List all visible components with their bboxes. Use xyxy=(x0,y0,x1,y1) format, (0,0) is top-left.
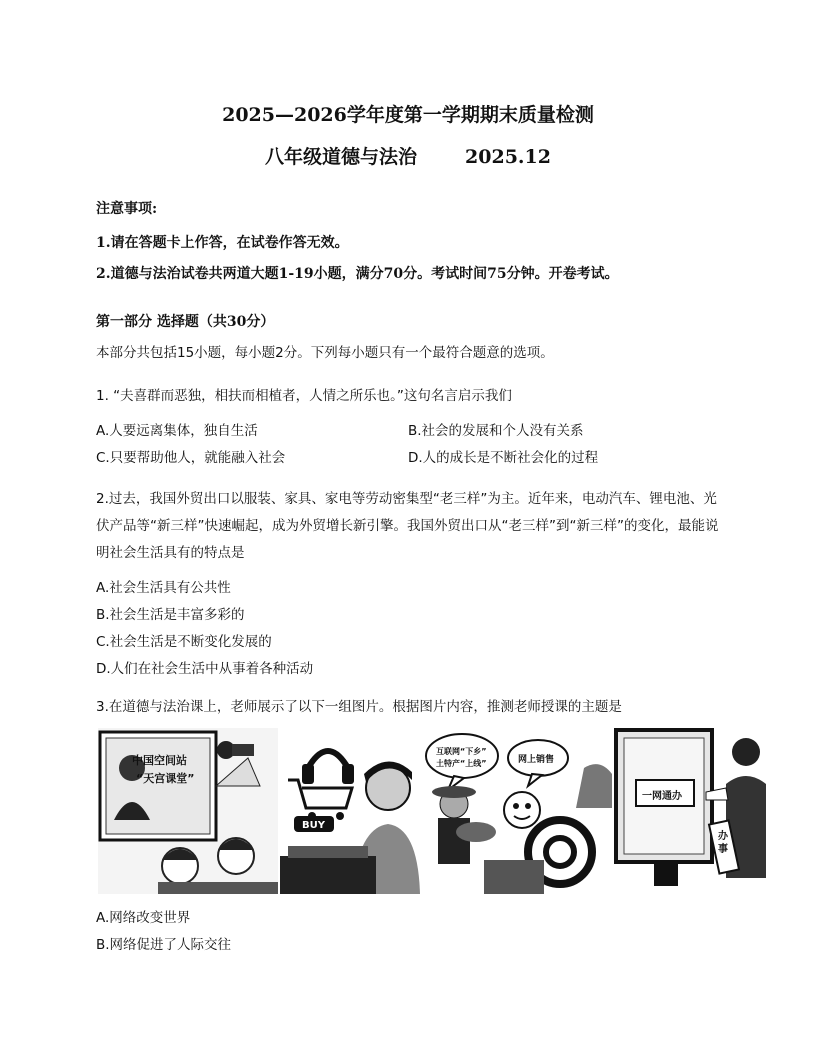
panel-space-classroom xyxy=(98,728,278,894)
q2-option-a: A.社会生活具有公共性 xyxy=(96,580,231,596)
online-government-illustration xyxy=(614,728,766,894)
q3-option-a: A.网络改变世界 xyxy=(96,910,191,926)
online-sales-label: 网上销售 xyxy=(518,755,555,765)
notice-heading: 注意事项: xyxy=(96,201,158,217)
online-shopping-illustration xyxy=(280,728,420,894)
q1-option-b: B.社会的发展和个人没有关系 xyxy=(408,423,584,439)
local-products-online-label: 土特产“上线” xyxy=(436,759,487,768)
q3-figure xyxy=(98,728,766,894)
q2-option-b: B.社会生活是丰富多彩的 xyxy=(96,607,245,623)
panel-online-shopping xyxy=(280,728,420,894)
q2-option-d: D.人们在社会生活中从事着各种活动 xyxy=(96,661,314,677)
part1-intro: 本部分共包括15小题，每小题2分。下列每小题只有一个最符合题意的选项。 xyxy=(96,345,554,361)
handle-affairs-sign: 办事 xyxy=(718,831,728,855)
exam-title: 2025—2026学年度第一学期期末质量检测 xyxy=(222,104,594,126)
panel-online-government xyxy=(614,728,766,894)
q1-option-c: C.只要帮助他人，就能融入社会 xyxy=(96,450,286,466)
q3-stem: 3.在道德与法治课上，老师展示了以下一组图片。根据图片内容，推测老师授课的主题是 xyxy=(96,699,622,715)
notice-item-1: 1.请在答题卡上作答，在试卷作答无效。 xyxy=(96,235,349,251)
q2-option-c: C.社会生活是不断变化发展的 xyxy=(96,634,272,650)
panel-rural-ecommerce xyxy=(424,728,614,894)
q1-stem: 1. “夫喜群而恶独，相扶而相植者，人情之所乐也。”这句名言启示我们 xyxy=(96,388,512,404)
part1-heading: 第一部分 选择题（共30分） xyxy=(96,314,275,330)
exam-date: 2025.12 xyxy=(465,146,551,168)
exam-subtitle xyxy=(0,142,816,169)
q1-option-a: A.人要远离集体，独自生活 xyxy=(96,423,258,439)
q3-option-b: B.网络促进了人际交往 xyxy=(96,937,232,953)
space-classroom-illustration xyxy=(98,728,278,894)
space-station-label: 中国空间站 xyxy=(132,754,187,767)
q2-stem: 2.过去，我国外贸出口以服装、家具、家电等劳动密集型“老三样”为主。近年来，电动汽车、锂电池、光伏产品等“新三样”快速崛起，成为外贸增长新引擎。我国外贸出口从“老三样”到“新三样”的变化，最能说明社会生活具有的特点是 xyxy=(96,491,719,561)
subject-label: 八年级道德与法治 xyxy=(265,146,418,168)
q1-option-d: D.人的成长是不断社会化的过程 xyxy=(408,450,599,466)
tiangong-classroom-label: “天宫课堂” xyxy=(136,772,195,785)
one-network-service-label: 一网通办 xyxy=(642,791,682,802)
buy-label: BUY xyxy=(302,820,325,831)
internet-to-countryside-label: 互联网“下乡” xyxy=(436,747,487,756)
notice-item-2: 2.道德与法治试卷共两道大题1-19小题，满分70分。考试时间75分钟。开卷考试。 xyxy=(96,266,619,282)
